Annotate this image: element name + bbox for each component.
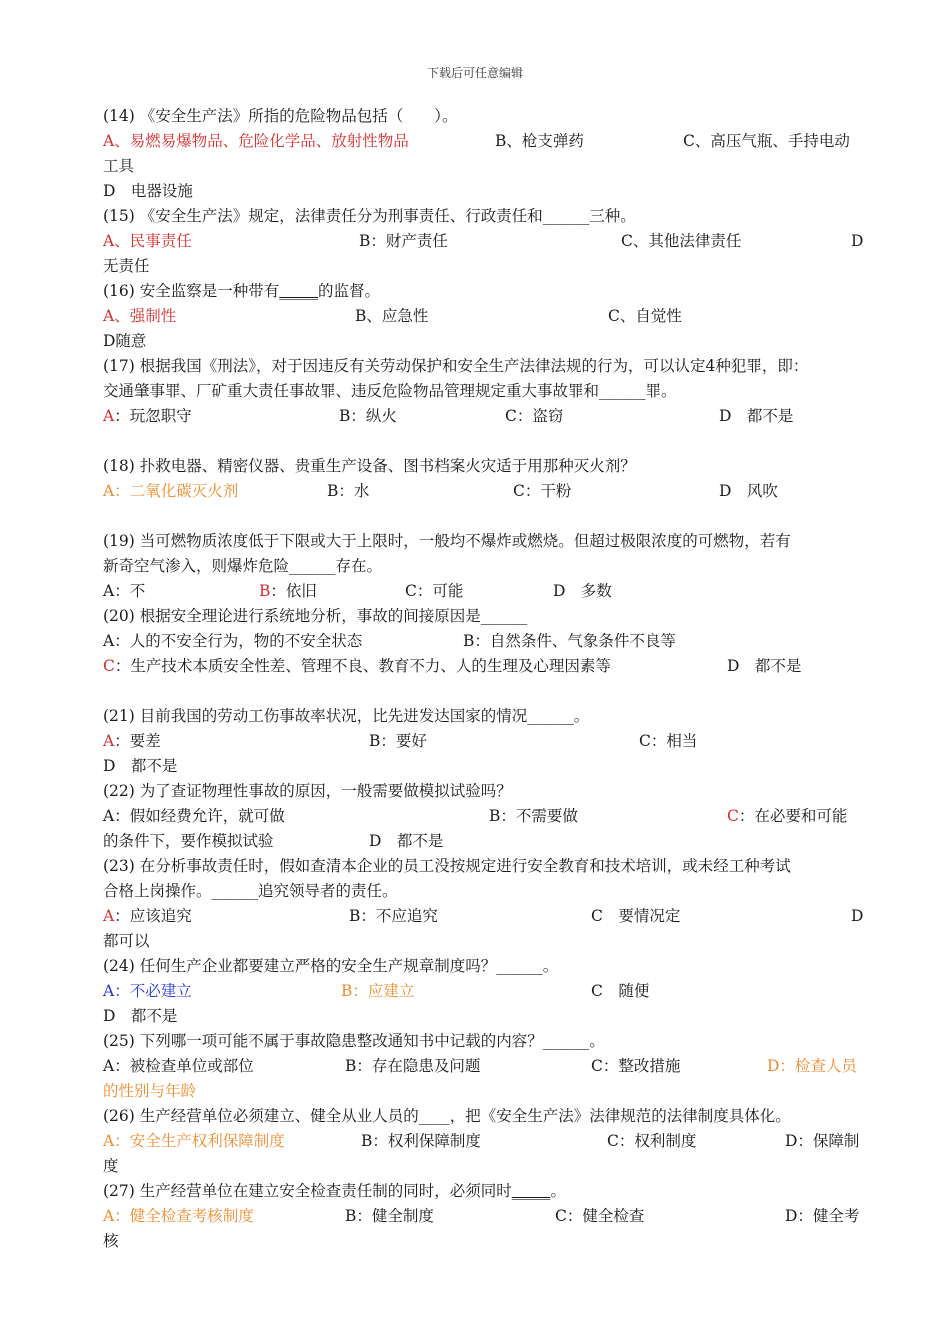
q26-option-d: D：保障制 — [785, 1132, 860, 1150]
q26-options — [103, 1129, 865, 1154]
q14-stem: (14) 《安全生产法》所指的危险物品包括（ ）。 — [103, 107, 458, 125]
q25-stem: (25) 下列哪一项可能不属于事故隐患整改通知书中记载的内容？______。 — [103, 1032, 605, 1050]
q19-stem-1: (19) 当可燃物质浓度低于下限或大于上限时，一般均不爆炸或燃烧。但超过极限浓度的可燃物，若有 — [103, 532, 791, 550]
q18-option-d: D 风吹 — [719, 482, 778, 500]
q25-option-c: C：整改措施 — [591, 1057, 681, 1075]
q25-option-a: A：被检查单位或部位 — [103, 1057, 254, 1075]
q27-option-c: C：健全检查 — [555, 1207, 645, 1225]
q22-option-c: C：在必要和可能 — [727, 807, 848, 825]
q20-option-a: A：人的不安全行为，物的不安全状态 — [103, 632, 363, 650]
q24-stem: (24) 任何生产企业都要建立严格的安全生产规章制度吗？______。 — [103, 957, 559, 975]
q20-option-c: C：生产技术本质安全性差、管理不良、教育不力、人的生理及心理因素等 — [103, 657, 611, 675]
q21-options — [103, 729, 865, 754]
q14-option-a: A、易燃易爆物品、危险化学品、放射性物品 — [103, 132, 409, 150]
q25-option-b: B：存在隐患及问题 — [345, 1057, 481, 1075]
q20-option-d: D 都不是 — [727, 657, 802, 675]
q18-option-b: B：水 — [327, 482, 370, 500]
q20-options — [103, 629, 865, 654]
q18-stem: (18) 扑救电器、精密仪器、贵重生产设备、图书档案火灾适于用那种灭火剂？ — [103, 457, 636, 475]
q27-option-d: D：健全考 — [785, 1207, 860, 1225]
q17-option-b: B：纵火 — [339, 407, 397, 425]
q27-blank: _____ — [511, 1182, 551, 1200]
q23-option-c: C 要情况定 — [591, 907, 681, 925]
q20-options-2 — [103, 654, 865, 679]
q23-option-b: B：不应追究 — [349, 907, 438, 925]
q16-option-d: D随意 — [103, 332, 147, 350]
q19-option-a: A：不 — [103, 582, 146, 600]
q23-option-d-cont: 都可以 — [103, 932, 150, 950]
q27-option-b: B：健全制度 — [345, 1207, 434, 1225]
q15-options — [103, 229, 865, 254]
q15-stem: (15) 《安全生产法》规定，法律责任分为刑事责任、行政责任和______三种。 — [103, 207, 636, 225]
q27-option-a: A：健全检查考核制度 — [103, 1207, 254, 1225]
q22-options — [103, 804, 865, 829]
q25-option-d-cont: 的性别与年龄 — [103, 1082, 197, 1100]
q23-stem-2: 合格上岗操作。______追究领导者的责任。 — [103, 882, 398, 900]
q26-stem: (26) 生产经营单位必须建立、健全从业人员的____，把《安全生产法》法律规范的法律制度具体化。 — [103, 1107, 791, 1125]
q22-option-c-cont: 的条件下，要作模拟试验 — [103, 832, 274, 850]
q25-option-d: D：检查人员 — [767, 1057, 857, 1075]
q14-option-d: D 电器设施 — [103, 182, 193, 200]
q16-option-b: B、应急性 — [355, 307, 429, 325]
q23-stem-1: (23) 在分析事故责任时，假如查清本企业的员工没按规定进行安全教育和技术培训，或未经工种考试 — [103, 857, 791, 875]
q19-option-c: C：可能 — [405, 582, 464, 600]
q22-option-a: A：假如经费允许，就可做 — [103, 807, 285, 825]
q22-options-2 — [103, 829, 865, 854]
q20-option-b: B：自然条件、气象条件不良等 — [463, 632, 676, 650]
q17-option-a: A：玩忽职守 — [103, 407, 192, 425]
q14-option-c-cont: 工具 — [103, 157, 135, 175]
q15-option-b: B：财产责任 — [359, 232, 448, 250]
q14-option-c: C、高压气瓶、手持电动 — [683, 132, 850, 150]
q23-options — [103, 904, 865, 929]
q17-stem-2: 交通肇事罪、厂矿重大责任事故罪、违反危险物品管理规定重大事故罪和______罪。 — [103, 382, 677, 400]
q27-options — [103, 1204, 865, 1229]
q23-option-d: D — [851, 907, 864, 925]
q26-option-c: C：权利制度 — [607, 1132, 697, 1150]
q21-option-a: A：要差 — [103, 732, 161, 750]
q27-stem: (27) 生产经营单位在建立安全检查责任制的同时，必须同时_____。 — [103, 1182, 567, 1200]
q25-options — [103, 1054, 865, 1079]
q17-options — [103, 404, 865, 429]
q16-option-a: A、强制性 — [103, 307, 177, 325]
q15-option-d-cont: 无责任 — [103, 257, 150, 275]
q22-option-d: D 都不是 — [369, 832, 444, 850]
question-list — [103, 104, 865, 1254]
q26-option-d-cont: 度 — [103, 1157, 119, 1175]
q22-stem: (22) 为了查证物理性事故的原因，一般需要做模拟试验吗？ — [103, 782, 512, 800]
q21-stem: (21) 目前我国的劳动工伤事故率状况，比先进发达国家的情况______。 — [103, 707, 590, 725]
q19-options — [103, 579, 865, 604]
q24-option-b: B：应建立 — [341, 982, 415, 1000]
q16-option-c: C、自觉性 — [608, 307, 682, 325]
page-header: 下载后可任意编辑 — [426, 66, 523, 80]
q21-option-b: B：要好 — [369, 732, 427, 750]
q20-stem: (20) 根据安全理论进行系统地分析，事故的间接原因是______ — [103, 607, 528, 625]
q17-option-d: D 都不是 — [719, 407, 794, 425]
q18-option-c: C：干粉 — [513, 482, 572, 500]
q23-option-a: A：应该追究 — [103, 907, 192, 925]
q18-option-a: A：二氧化碳灭火剂 — [103, 482, 239, 500]
q17-option-c: C：盗窃 — [505, 407, 564, 425]
q17-stem-1: (17) 根据我国《刑法》，对于因违反有关劳动保护和安全生产法律法规的行为，可以认定4种犯罪，即： — [103, 357, 809, 375]
q21-option-c: C：相当 — [639, 732, 698, 750]
q21-option-d: D 都不是 — [103, 757, 178, 775]
q15-option-d: D — [851, 232, 864, 250]
q15-option-c: C、其他法律责任 — [621, 232, 742, 250]
q18-options — [103, 479, 865, 504]
q19-option-d: D 多数 — [553, 582, 612, 600]
q24-options — [103, 979, 865, 1004]
q22-option-b: B：不需要做 — [489, 807, 578, 825]
q24-option-c: C 随便 — [591, 982, 650, 1000]
q24-option-a: A：不必建立 — [103, 982, 192, 1000]
q16-options — [103, 304, 865, 329]
q24-option-d: D 都不是 — [103, 1007, 178, 1025]
q15-option-a: A、民事责任 — [103, 232, 192, 250]
q19-option-b: B：依旧 — [259, 582, 317, 600]
q16-stem: (16) 安全监察是一种带有_____的监督。 — [103, 282, 381, 300]
q16-blank: _____ — [279, 282, 318, 300]
q19-stem-2: 新奇空气渗入，则爆炸危险______存在。 — [103, 557, 383, 575]
q14-option-b: B、枪支弹药 — [495, 132, 584, 150]
q26-option-b: B：权利保障制度 — [361, 1132, 481, 1150]
q26-option-a: A：安全生产权利保障制度 — [103, 1132, 285, 1150]
q14-options — [103, 129, 865, 154]
q27-option-d-cont: 核 — [103, 1232, 119, 1250]
